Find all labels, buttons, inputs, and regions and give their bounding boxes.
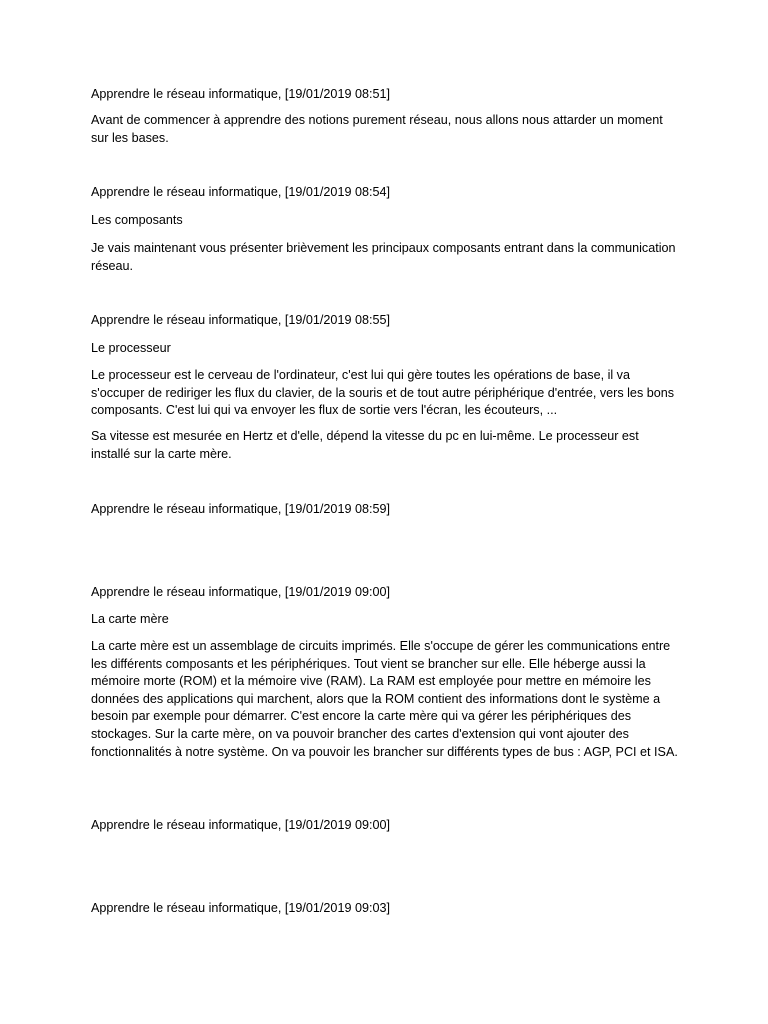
message-header: Apprendre le réseau informatique, [19/01/2019 09:00] (91, 818, 390, 832)
section-heading: Le processeur (91, 341, 171, 355)
message-paragraph: La carte mère est un assemblage de circuits imprimés. Elle s'occupe de gérer les communications entre les différents composants et les périphériques. Tout vient se brancher sur elle. Elle héberge aussi la mémoire morte (ROM) et la mémoire vive (RAM). La RAM est employée pour mettre en mémoire les données des applications qui marchent, alors que la ROM contient des informations dont le système a besoin par exemple pour démarrer. C'est encore la carte mère qui va gérer les périphériques des stockages. Sur la carte mère, on va pouvoir brancher des cartes d'extension qui vont ajouter des fonctionnalités à notre système. On va pouvoir les brancher sur différents types de bus : AGP, PCI et ISA. (91, 639, 678, 759)
message-paragraph: Sa vitesse est mesurée en Hertz et d'elle, dépend la vitesse du pc en lui-même. Le processeur est installé sur la carte mère. (91, 429, 639, 461)
message-header: Apprendre le réseau informatique, [19/01/2019 08:59] (91, 502, 390, 516)
section-heading: La carte mère (91, 612, 169, 626)
message-header: Apprendre le réseau informatique, [19/01/2019 09:03] (91, 901, 390, 915)
message-paragraph: Je vais maintenant vous présenter brièvement les principaux composants entrant dans la communication réseau. (91, 241, 676, 273)
message-header: Apprendre le réseau informatique, [19/01/2019 08:54] (91, 185, 390, 199)
message-header: Apprendre le réseau informatique, [19/01/2019 09:00] (91, 585, 390, 599)
message-paragraph: Avant de commencer à apprendre des notions purement réseau, nous allons nous attarder un moment sur les bases. (91, 113, 663, 145)
message-header: Apprendre le réseau informatique, [19/01/2019 08:51] (91, 87, 390, 101)
message-paragraph: Le processeur est le cerveau de l'ordinateur, c'est lui qui gère toutes les opérations de base, il va s'occuper de rediriger les flux du clavier, de la souris et de tout autre périphérique d'entrée, vers les bons composants. C'est lui qui va envoyer les flux de sortie vers l'écran, les écouteurs, ... (91, 368, 675, 418)
message-header: Apprendre le réseau informatique, [19/01/2019 08:55] (91, 313, 390, 327)
section-heading: Les composants (91, 213, 183, 227)
